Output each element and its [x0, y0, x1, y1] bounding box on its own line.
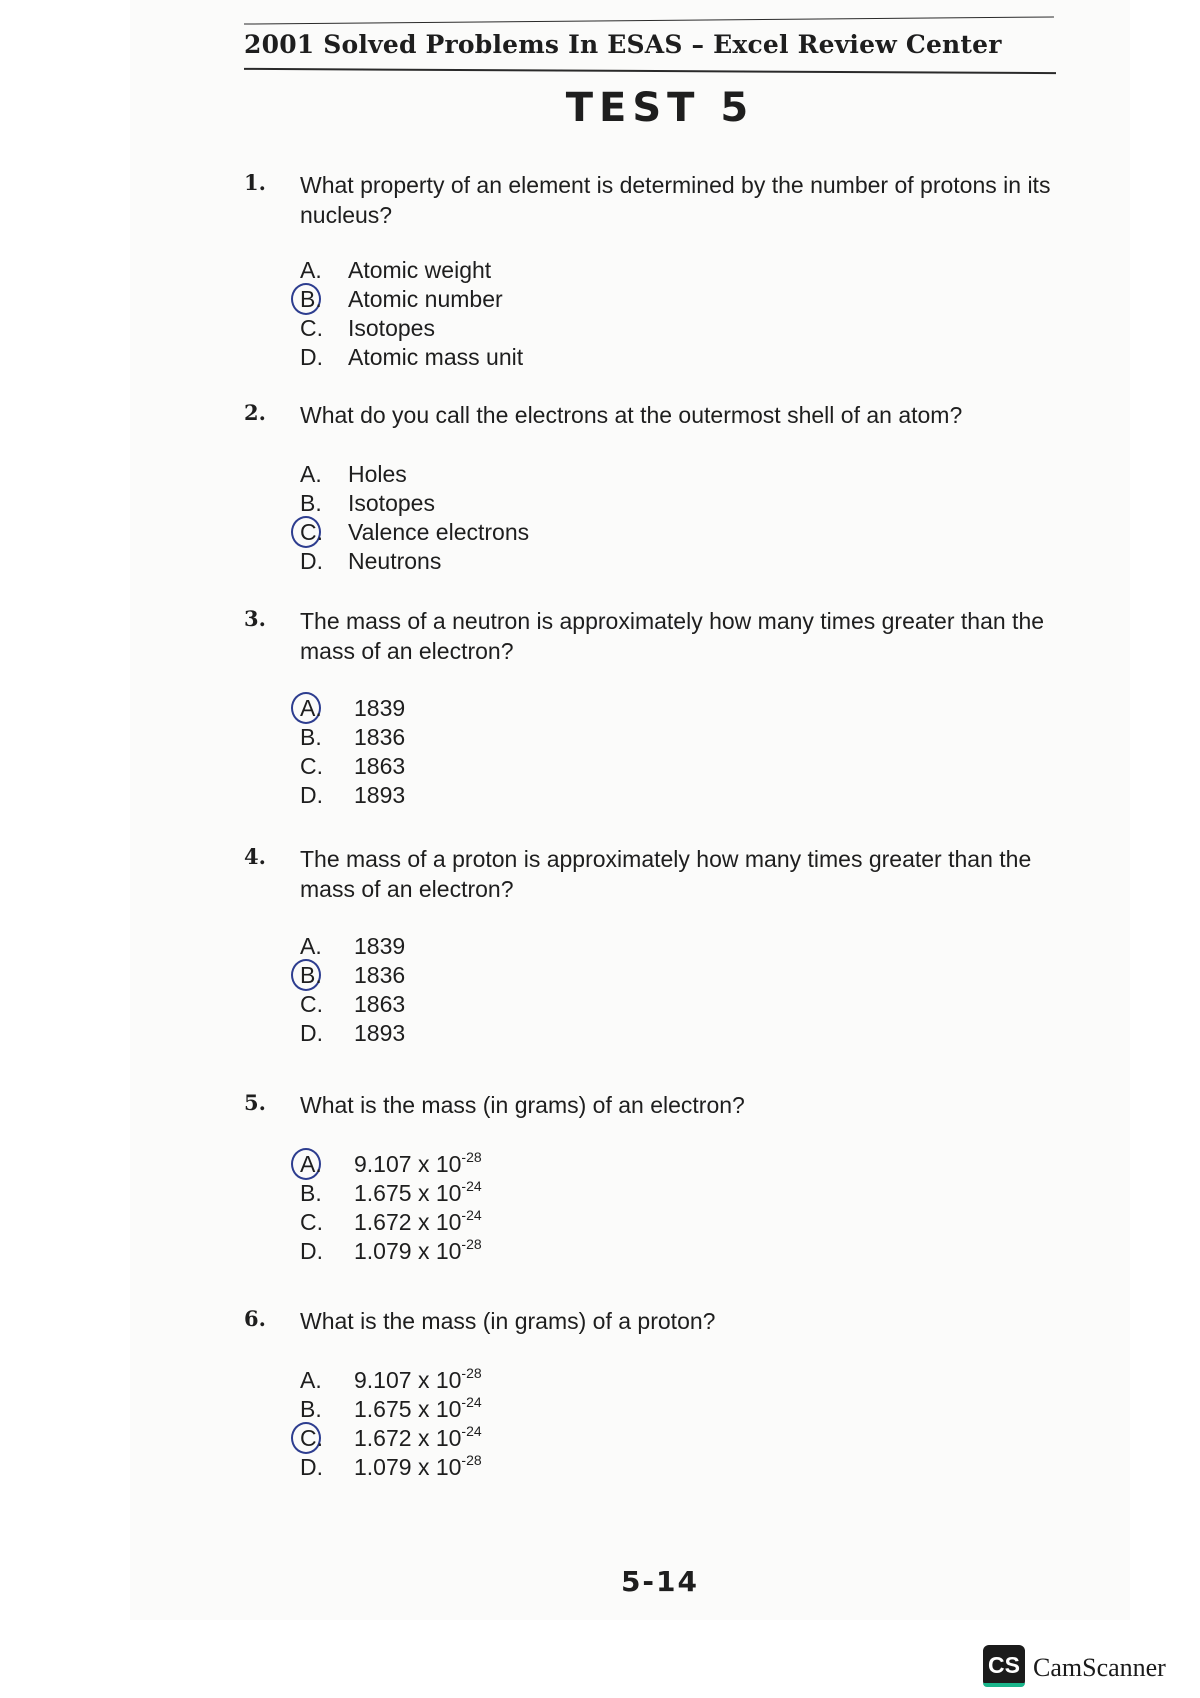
- choice-text: 1839: [354, 695, 406, 721]
- mantissa: 1.675 x 10: [354, 1180, 462, 1206]
- question-number: 1.: [244, 170, 266, 195]
- question-text: The mass of a neutron is approximately how many times greater than the mass of an electron?: [300, 608, 1045, 664]
- question-text: What do you call the electrons at the outermost shell of an atom?: [300, 402, 963, 428]
- exponent: -28: [461, 1365, 482, 1381]
- question-number: 3.: [244, 606, 266, 631]
- choice-letter: C.: [300, 991, 323, 1017]
- test-title: TEST 5: [565, 85, 755, 131]
- camscanner-label: CamScanner: [1033, 1653, 1166, 1682]
- exponent: -28: [461, 1452, 482, 1468]
- choice-text: [354, 1453, 482, 1482]
- choice-text: 1863: [354, 991, 406, 1017]
- mantissa: 1.672 x 10: [354, 1209, 462, 1235]
- choice-text: Holes: [348, 461, 407, 487]
- question-number: 6.: [244, 1306, 266, 1331]
- choice-text: [354, 1424, 482, 1453]
- mantissa: 1.079 x 10: [354, 1454, 462, 1480]
- choice-letter: C.: [300, 315, 323, 341]
- choice-letter: A.: [300, 1151, 322, 1177]
- choice-text: [354, 1179, 482, 1208]
- choice-text: 1893: [354, 782, 406, 808]
- choice-text: [354, 1395, 482, 1424]
- choice-letter: C.: [300, 753, 323, 779]
- question-text: What is the mass (in grams) of an electron?: [300, 1092, 745, 1118]
- choice-text: Atomic number: [348, 286, 503, 312]
- choice-text: Valence electrons: [348, 519, 530, 545]
- choice-text: 1836: [354, 962, 406, 988]
- mantissa: 1.675 x 10: [354, 1396, 462, 1422]
- choice-letter: D.: [300, 548, 323, 574]
- exponent: -24: [461, 1207, 482, 1223]
- choice-letter: C.: [300, 519, 323, 545]
- mantissa: 9.107 x 10: [354, 1367, 462, 1393]
- choice-text: [354, 1366, 482, 1395]
- mantissa: 1.672 x 10: [354, 1425, 462, 1451]
- choice-letter: A.: [300, 695, 322, 721]
- choice-text: [354, 1150, 482, 1179]
- question-text: What property of an element is determined by the number of protons in its nucleus?: [300, 172, 1051, 228]
- question-number: 5.: [244, 1090, 266, 1115]
- choice-text: [354, 1237, 482, 1266]
- choice-letter: B.: [300, 1180, 322, 1206]
- exponent: -28: [461, 1149, 482, 1165]
- choice-letter: B.: [300, 286, 322, 312]
- choice-text: Atomic mass unit: [348, 344, 524, 370]
- choice-letter: B.: [300, 490, 322, 516]
- choice-text: Isotopes: [348, 315, 435, 341]
- mantissa: 9.107 x 10: [354, 1151, 462, 1177]
- choice-letter: D.: [300, 1238, 323, 1264]
- book-header: 2001 Solved Problems In ESAS – Excel Review Center: [244, 30, 1002, 59]
- choice-letter: A.: [300, 257, 322, 283]
- exponent: -24: [461, 1394, 482, 1410]
- choice-letter: D.: [300, 344, 323, 370]
- choice-letter: A.: [300, 1367, 322, 1393]
- choice-text: Neutrons: [348, 548, 442, 574]
- question-text: The mass of a proton is approximately how many times greater than the mass of an electron?: [300, 846, 1032, 902]
- choice-letter: B.: [300, 724, 322, 750]
- choice-text: Isotopes: [348, 490, 435, 516]
- exponent: -24: [461, 1178, 482, 1194]
- choice-letter: A.: [300, 933, 322, 959]
- mantissa: 1.079 x 10: [354, 1238, 462, 1264]
- question-text: What is the mass (in grams) of a proton?: [300, 1308, 716, 1334]
- question-number: 2.: [244, 400, 266, 425]
- choice-text: 1836: [354, 724, 406, 750]
- question-number: 4.: [244, 844, 266, 869]
- choice-text: 1863: [354, 753, 406, 779]
- scanned-page: [130, 0, 1130, 1620]
- choice-letter: D.: [300, 1020, 323, 1046]
- choice-letter: D.: [300, 782, 323, 808]
- exponent: -24: [461, 1423, 482, 1439]
- choice-letter: C.: [300, 1209, 323, 1235]
- choice-text: 1839: [354, 933, 406, 959]
- choice-letter: D.: [300, 1454, 323, 1480]
- choice-letter: B.: [300, 962, 322, 988]
- choice-text: 1893: [354, 1020, 406, 1046]
- choice-text: Atomic weight: [348, 257, 492, 283]
- choice-letter: B.: [300, 1396, 322, 1422]
- choice-letter: C.: [300, 1425, 323, 1451]
- exponent: -28: [461, 1236, 482, 1252]
- choice-text: [354, 1208, 482, 1237]
- choice-letter: A.: [300, 461, 322, 487]
- camscanner-logo-icon: CS: [983, 1645, 1025, 1687]
- page-number: 5-14: [620, 1565, 700, 1598]
